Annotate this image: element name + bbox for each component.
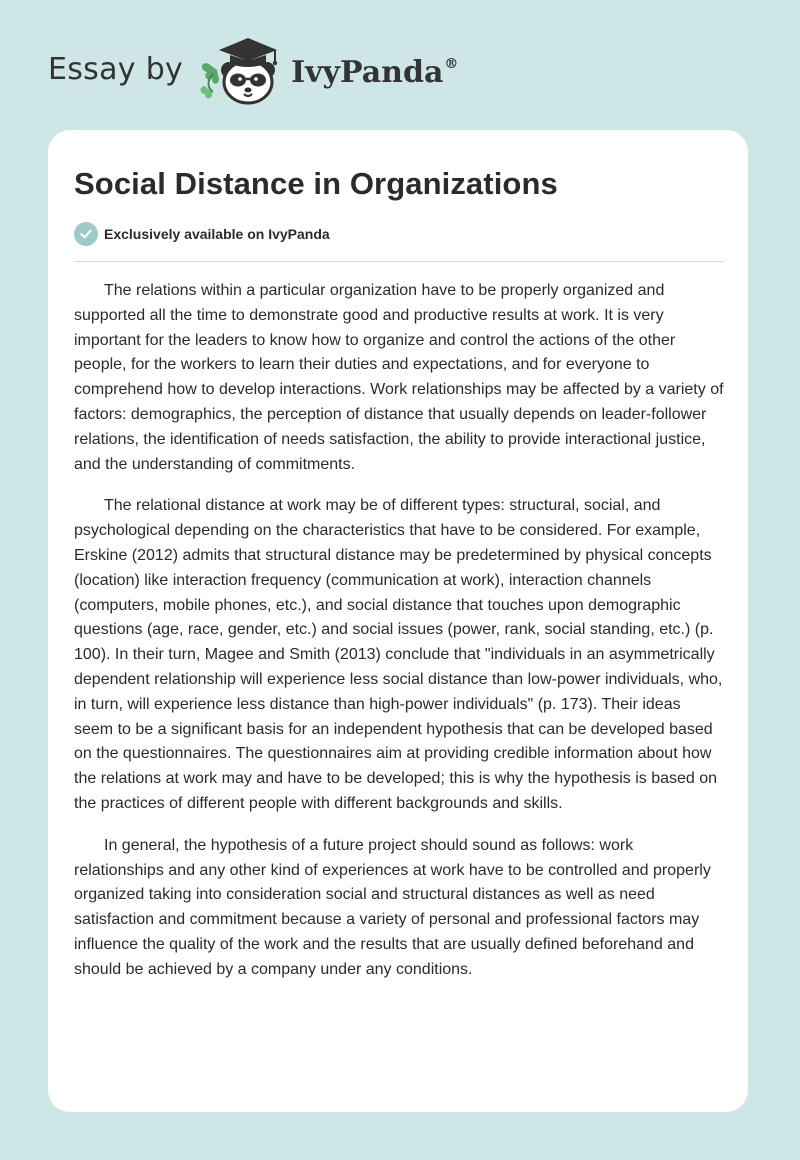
paragraph: The relations within a particular organization have to be properly organized and supported all the time to demonstrate good and productive results at work. It is very important for the leaders to know how to organize and control the actions of the other people, for the workers to learn their duties and expectations, and for everyone to comprehend how to develop interactions. Work relationships may be affected by a variety of factors: demographics, the perception of distance that usually depends on leader-follower relations, the identification of needs satisfaction, the ability to provide interactional justice, and the understanding of commitments. — [74, 282, 724, 473]
panda-graduate-icon — [197, 30, 289, 110]
page-title: Social Distance in Organizations — [74, 166, 558, 201]
panda-logo-icon[interactable] — [197, 30, 289, 110]
essay-body — [74, 279, 724, 1000]
paragraph: The relational distance at work may be of different types: structural, social, and psychological depending on the characteristics that have to be considered. For example, Erskine (2012) admits that structural distance may be predetermined by physical concepts (location) like interaction frequency (communication at work), interaction channels (computers, mobile phones, etc.), and social distance that touches upon demographic questions (age, race, gender, etc.) and social issues (power, rank, social standing, etc.) (p. 100). In their turn, Magee and Smith (2013) conclude that "individuals in an asymmetrically dependent relationship will experience less social distance than low-power individuals, who, in turn, will experience less distance than high-power individuals" (p. 173). Their ideas seem to be a significant basis for an independent hypothesis that can be developed based on the questionnaires. The questionnaires aim at providing credible information about how the relations at work may and have to be developed; this is why the hypothesis is based on the practices of different people with different backgrounds and skills. — [74, 497, 723, 812]
brand-text: IvyPanda — [291, 54, 444, 90]
exclusive-badge-label: Exclusively available on IvyPanda — [104, 226, 330, 242]
essay-by-label: Essay by — [48, 51, 184, 87]
brand-name[interactable] — [291, 55, 458, 90]
ivy-leaf-icon — [201, 63, 220, 98]
check-icon — [74, 222, 98, 246]
exclusive-badge — [74, 222, 330, 246]
registered-mark: ® — [444, 55, 459, 72]
essay-card — [48, 130, 748, 1112]
site-header — [48, 30, 458, 110]
paragraph: In general, the hypothesis of a future project should sound as follows: work relationships and any other kind of experiences at work have to be controlled and properly organized taking into consideration social and structural distances as well as need satisfaction and commitment because a variety of personal and professional factors may influence the quality of the work and the results that are usually defined beforehand and should be achieved by a company under any conditions. — [74, 836, 711, 978]
divider — [74, 261, 724, 262]
